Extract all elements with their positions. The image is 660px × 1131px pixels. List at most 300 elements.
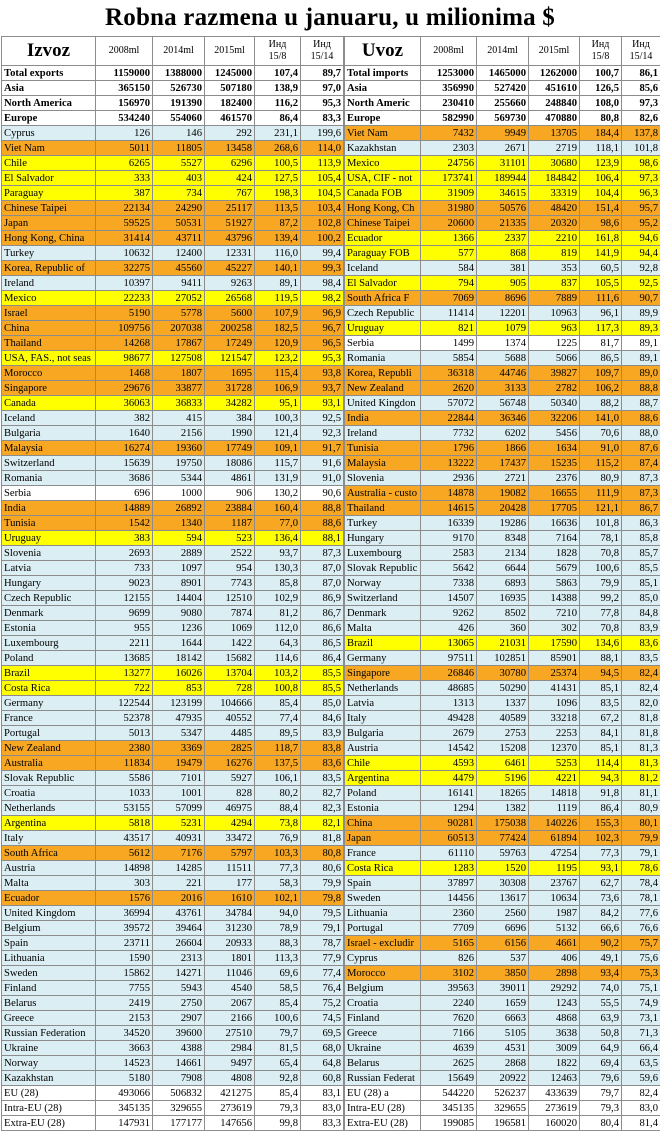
index-15-8: 91,8 bbox=[580, 786, 622, 801]
value-2014: 2016 bbox=[153, 891, 205, 906]
uvoz-row bbox=[345, 381, 660, 396]
country-name: Chile bbox=[345, 756, 421, 771]
izvoz-row bbox=[2, 1116, 344, 1131]
izvoz-row bbox=[2, 441, 344, 456]
value-2014: 2868 bbox=[477, 1056, 529, 1071]
value-2014: 381 bbox=[477, 261, 529, 276]
value-2015: 61894 bbox=[529, 831, 580, 846]
uvoz-row bbox=[345, 651, 660, 666]
value-2014: 16935 bbox=[477, 591, 529, 606]
value-2014: 20922 bbox=[477, 1071, 529, 1086]
value-2008: 826 bbox=[421, 951, 477, 966]
uvoz-row bbox=[345, 366, 660, 381]
index-15-14: 93,1 bbox=[301, 396, 344, 411]
index-15-14: 98,4 bbox=[301, 276, 344, 291]
value-2008: 6265 bbox=[96, 156, 153, 171]
value-2015: 1634 bbox=[529, 441, 580, 456]
value-2014: 9080 bbox=[153, 606, 205, 621]
izvoz-section-label: Izvoz bbox=[2, 37, 96, 66]
value-2014: 4531 bbox=[477, 1041, 529, 1056]
country-name: Costa Rica bbox=[345, 861, 421, 876]
uvoz-section-label: Uvoz bbox=[345, 37, 421, 66]
value-2015: 2898 bbox=[529, 966, 580, 981]
value-2014: 329655 bbox=[477, 1101, 529, 1116]
izvoz-row bbox=[2, 756, 344, 771]
country-name: Cyprus bbox=[2, 126, 96, 141]
index-15-14: 98,6 bbox=[622, 156, 660, 171]
value-2015: 433639 bbox=[529, 1086, 580, 1101]
index-15-8: 86,4 bbox=[255, 111, 301, 126]
country-name: Europe bbox=[2, 111, 96, 126]
value-2015: 507180 bbox=[205, 81, 255, 96]
index-15-8: 86,4 bbox=[580, 801, 622, 816]
index-15-8: 268,6 bbox=[255, 141, 301, 156]
country-name: Lithuania bbox=[2, 951, 96, 966]
uvoz-row bbox=[345, 261, 660, 276]
value-2015: 41431 bbox=[529, 681, 580, 696]
index-15-8: 151,4 bbox=[580, 201, 622, 216]
value-2014: 26892 bbox=[153, 501, 205, 516]
country-name: Russian Federation bbox=[2, 1026, 96, 1041]
value-2014: 43711 bbox=[153, 231, 205, 246]
value-2015: 1243 bbox=[529, 996, 580, 1011]
index-15-14: 78,4 bbox=[622, 876, 660, 891]
izvoz-table bbox=[1, 36, 344, 1131]
uvoz-row bbox=[345, 441, 660, 456]
izvoz-row bbox=[2, 231, 344, 246]
index-15-14: 96,7 bbox=[301, 321, 344, 336]
value-2015: 43796 bbox=[205, 231, 255, 246]
country-name: France bbox=[2, 711, 96, 726]
index-15-8: 117,3 bbox=[580, 321, 622, 336]
index-15-14: 77,9 bbox=[301, 951, 344, 966]
izvoz-col-c2008: 2008ml bbox=[96, 37, 153, 66]
index-15-14: 113,9 bbox=[301, 156, 344, 171]
value-2015: 12370 bbox=[529, 741, 580, 756]
uvoz-row bbox=[345, 981, 660, 996]
value-2008: 36063 bbox=[96, 396, 153, 411]
index-15-14: 81,8 bbox=[622, 711, 660, 726]
index-15-8: 99,8 bbox=[255, 1116, 301, 1131]
izvoz-row bbox=[2, 111, 344, 126]
uvoz-row bbox=[345, 66, 660, 81]
value-2008: 10397 bbox=[96, 276, 153, 291]
index-15-8: 88,2 bbox=[580, 396, 622, 411]
value-2014: 34615 bbox=[477, 186, 529, 201]
value-2014: 329655 bbox=[153, 1101, 205, 1116]
index-15-8: 77,3 bbox=[580, 846, 622, 861]
index-15-14: 97,3 bbox=[622, 96, 660, 111]
izvoz-row bbox=[2, 816, 344, 831]
index-15-14: 59,6 bbox=[622, 1071, 660, 1086]
country-name: Kazakhstan bbox=[345, 141, 421, 156]
index-15-14: 86,7 bbox=[622, 501, 660, 516]
value-2015: 13705 bbox=[529, 126, 580, 141]
index-15-14: 75,6 bbox=[622, 951, 660, 966]
country-name: Ireland bbox=[2, 276, 96, 291]
country-name: El Salvador bbox=[345, 276, 421, 291]
value-2008: 122544 bbox=[96, 696, 153, 711]
index-15-8: 66,6 bbox=[580, 921, 622, 936]
value-2015: 4661 bbox=[529, 936, 580, 951]
izvoz-row bbox=[2, 846, 344, 861]
value-2008: 582990 bbox=[421, 111, 477, 126]
uvoz-row bbox=[345, 801, 660, 816]
value-2015: 18086 bbox=[205, 456, 255, 471]
index-15-8: 184,4 bbox=[580, 126, 622, 141]
value-2008: 584 bbox=[421, 261, 477, 276]
value-2008: 1796 bbox=[421, 441, 477, 456]
country-name: Ukraine bbox=[2, 1041, 96, 1056]
value-2008: 12155 bbox=[96, 591, 153, 606]
uvoz-row bbox=[345, 216, 660, 231]
country-name: Ukraine bbox=[345, 1041, 421, 1056]
index-15-14: 80,8 bbox=[301, 846, 344, 861]
index-15-14: 87,3 bbox=[622, 486, 660, 501]
index-15-14: 99,3 bbox=[301, 261, 344, 276]
value-2008: 1294 bbox=[421, 801, 477, 816]
value-2014: 33877 bbox=[153, 381, 205, 396]
value-2015: 12331 bbox=[205, 246, 255, 261]
izvoz-row bbox=[2, 126, 344, 141]
index-15-8: 102,3 bbox=[580, 831, 622, 846]
value-2008: 13277 bbox=[96, 666, 153, 681]
country-name: Kazakhstan bbox=[2, 1071, 96, 1086]
country-name: Brazil bbox=[345, 636, 421, 651]
uvoz-row bbox=[345, 1026, 660, 1041]
value-2015: 4861 bbox=[205, 471, 255, 486]
index-15-14: 75,1 bbox=[622, 981, 660, 996]
header-line: 15/14 bbox=[310, 51, 334, 62]
index-15-8: 102,9 bbox=[255, 591, 301, 606]
country-name: South Africa F bbox=[345, 291, 421, 306]
index-15-8: 90,2 bbox=[580, 936, 622, 951]
country-name: Belarus bbox=[345, 1056, 421, 1071]
value-2015: 5927 bbox=[205, 771, 255, 786]
value-2008: 577 bbox=[421, 246, 477, 261]
value-2014: 56748 bbox=[477, 396, 529, 411]
index-15-14: 88,8 bbox=[622, 381, 660, 396]
value-2014: 9411 bbox=[153, 276, 205, 291]
value-2015: 12510 bbox=[205, 591, 255, 606]
value-2008: 15649 bbox=[421, 1071, 477, 1086]
index-15-8: 65,4 bbox=[255, 1056, 301, 1071]
izvoz-row bbox=[2, 771, 344, 786]
index-15-8: 115,7 bbox=[255, 456, 301, 471]
izvoz-row bbox=[2, 711, 344, 726]
country-name: Chinese Taipei bbox=[345, 216, 421, 231]
value-2008: 31414 bbox=[96, 231, 153, 246]
izvoz-row bbox=[2, 1041, 344, 1056]
izvoz-row bbox=[2, 141, 344, 156]
value-2014: 6696 bbox=[477, 921, 529, 936]
value-2014: 18142 bbox=[153, 651, 205, 666]
page-title: Robna razmena u januaru, u milionima $ bbox=[104, 4, 555, 31]
value-2015: 200258 bbox=[205, 321, 255, 336]
value-2008: 7432 bbox=[421, 126, 477, 141]
value-2014: 21031 bbox=[477, 636, 529, 651]
uvoz-row bbox=[345, 966, 660, 981]
index-15-8: 160,4 bbox=[255, 501, 301, 516]
uvoz-row bbox=[345, 786, 660, 801]
index-15-14: 80,1 bbox=[622, 816, 660, 831]
index-15-14: 92,3 bbox=[301, 426, 344, 441]
index-15-14: 83,0 bbox=[301, 1101, 344, 1116]
value-2008: 22134 bbox=[96, 201, 153, 216]
index-15-14: 78,6 bbox=[622, 861, 660, 876]
value-2015: 4221 bbox=[529, 771, 580, 786]
country-name: Switzerland bbox=[2, 456, 96, 471]
value-2015: 7874 bbox=[205, 606, 255, 621]
izvoz-row bbox=[2, 1011, 344, 1026]
value-2008: 2936 bbox=[421, 471, 477, 486]
country-name: Netherlands bbox=[2, 801, 96, 816]
value-2015: 20933 bbox=[205, 936, 255, 951]
uvoz-row bbox=[345, 891, 660, 906]
value-2008: 13685 bbox=[96, 651, 153, 666]
index-15-14: 87,3 bbox=[622, 471, 660, 486]
uvoz-row bbox=[345, 546, 660, 561]
value-2008: 3663 bbox=[96, 1041, 153, 1056]
index-15-14: 91,6 bbox=[301, 456, 344, 471]
value-2015: 17590 bbox=[529, 636, 580, 651]
value-2008: 14615 bbox=[421, 501, 477, 516]
value-2014: 2750 bbox=[153, 996, 205, 1011]
value-2008: 534240 bbox=[96, 111, 153, 126]
uvoz-row bbox=[345, 906, 660, 921]
value-2008: 61110 bbox=[421, 846, 477, 861]
value-2014: 506832 bbox=[153, 1086, 205, 1101]
value-2015: 177 bbox=[205, 876, 255, 891]
index-15-14: 85,5 bbox=[622, 561, 660, 576]
index-15-14: 97,3 bbox=[622, 171, 660, 186]
index-15-8: 80,9 bbox=[580, 471, 622, 486]
value-2014: 415 bbox=[153, 411, 205, 426]
izvoz-row bbox=[2, 696, 344, 711]
country-name: Mexico bbox=[2, 291, 96, 306]
index-15-14: 71,3 bbox=[622, 1026, 660, 1041]
country-name: Iceland bbox=[345, 261, 421, 276]
uvoz-row bbox=[345, 741, 660, 756]
value-2014: 11805 bbox=[153, 141, 205, 156]
country-name: Turkey bbox=[345, 516, 421, 531]
uvoz-row bbox=[345, 876, 660, 891]
value-2015: 16636 bbox=[529, 516, 580, 531]
value-2014: 19286 bbox=[477, 516, 529, 531]
index-15-8: 161,8 bbox=[580, 231, 622, 246]
value-2008: 2153 bbox=[96, 1011, 153, 1026]
value-2014: 59763 bbox=[477, 846, 529, 861]
index-15-14: 74,5 bbox=[301, 1011, 344, 1026]
value-2015: 4868 bbox=[529, 1011, 580, 1026]
value-2008: 5586 bbox=[96, 771, 153, 786]
value-2015: 302 bbox=[529, 621, 580, 636]
index-15-14: 85,8 bbox=[622, 531, 660, 546]
index-15-14: 94,4 bbox=[622, 246, 660, 261]
value-2015: 23884 bbox=[205, 501, 255, 516]
uvoz-row bbox=[345, 696, 660, 711]
uvoz-row bbox=[345, 711, 660, 726]
country-name: Viet Nam bbox=[2, 141, 96, 156]
value-2015: 5679 bbox=[529, 561, 580, 576]
index-15-14: 98,2 bbox=[301, 291, 344, 306]
value-2014: 403 bbox=[153, 171, 205, 186]
index-15-8: 116,0 bbox=[255, 246, 301, 261]
country-name: Argentina bbox=[345, 771, 421, 786]
index-15-8: 89,5 bbox=[255, 726, 301, 741]
uvoz-row bbox=[345, 831, 660, 846]
index-15-8: 114,6 bbox=[255, 651, 301, 666]
value-2008: 2679 bbox=[421, 726, 477, 741]
value-2015: 20320 bbox=[529, 216, 580, 231]
index-15-8: 137,5 bbox=[255, 756, 301, 771]
value-2014: 19082 bbox=[477, 486, 529, 501]
value-2014: 527420 bbox=[477, 81, 529, 96]
izvoz-row bbox=[2, 366, 344, 381]
value-2008: 1499 bbox=[421, 336, 477, 351]
value-2014: 1097 bbox=[153, 561, 205, 576]
value-2015: 11511 bbox=[205, 861, 255, 876]
value-2015: 2253 bbox=[529, 726, 580, 741]
izvoz-row bbox=[2, 456, 344, 471]
value-2015: 906 bbox=[205, 486, 255, 501]
index-15-8: 50,8 bbox=[580, 1026, 622, 1041]
index-15-8: 113,3 bbox=[255, 951, 301, 966]
uvoz-row bbox=[345, 426, 660, 441]
index-15-14: 104,5 bbox=[301, 186, 344, 201]
value-2008: 24756 bbox=[421, 156, 477, 171]
izvoz-row bbox=[2, 351, 344, 366]
izvoz-row bbox=[2, 501, 344, 516]
value-2008: 16339 bbox=[421, 516, 477, 531]
value-2015: 10634 bbox=[529, 891, 580, 906]
value-2008: 2240 bbox=[421, 996, 477, 1011]
index-15-8: 85,4 bbox=[255, 696, 301, 711]
izvoz-row bbox=[2, 666, 344, 681]
country-name: Slovenia bbox=[345, 471, 421, 486]
country-name: Slovak Republic bbox=[2, 771, 96, 786]
uvoz-row bbox=[345, 1041, 660, 1056]
value-2014: 3850 bbox=[477, 966, 529, 981]
izvoz-row bbox=[2, 921, 344, 936]
index-15-8: 85,4 bbox=[255, 1086, 301, 1101]
value-2008: 13222 bbox=[421, 456, 477, 471]
country-name: Uruguay bbox=[345, 321, 421, 336]
value-2014: 12400 bbox=[153, 246, 205, 261]
value-2008: 7732 bbox=[421, 426, 477, 441]
country-name: Spain bbox=[345, 876, 421, 891]
index-15-14: 199,6 bbox=[301, 126, 344, 141]
value-2014: 50290 bbox=[477, 681, 529, 696]
value-2008: 11834 bbox=[96, 756, 153, 771]
uvoz-col-c2014: 2014ml bbox=[477, 37, 529, 66]
value-2014: 24290 bbox=[153, 201, 205, 216]
value-2014: 569730 bbox=[477, 111, 529, 126]
value-2015: 1262000 bbox=[529, 66, 580, 81]
value-2014: 6461 bbox=[477, 756, 529, 771]
value-2014: 30780 bbox=[477, 666, 529, 681]
index-15-8: 55,5 bbox=[580, 996, 622, 1011]
index-15-14: 90,6 bbox=[301, 486, 344, 501]
index-15-8: 77,4 bbox=[255, 711, 301, 726]
value-2015: 1801 bbox=[205, 951, 255, 966]
index-15-14: 87,4 bbox=[622, 456, 660, 471]
country-name: North America bbox=[2, 96, 96, 111]
value-2015: 12463 bbox=[529, 1071, 580, 1086]
value-2014: 3133 bbox=[477, 381, 529, 396]
index-15-14: 102,8 bbox=[301, 216, 344, 231]
value-2008: 955 bbox=[96, 621, 153, 636]
value-2008: 1576 bbox=[96, 891, 153, 906]
index-15-8: 198,3 bbox=[255, 186, 301, 201]
country-name: Hong Kong, China bbox=[2, 231, 96, 246]
country-name: Serbia bbox=[2, 486, 96, 501]
value-2015: 406 bbox=[529, 951, 580, 966]
value-2014: 50576 bbox=[477, 201, 529, 216]
value-2015: 15682 bbox=[205, 651, 255, 666]
index-15-14: 92,8 bbox=[622, 261, 660, 276]
izvoz-row bbox=[2, 681, 344, 696]
value-2015: 39827 bbox=[529, 366, 580, 381]
value-2015: 1610 bbox=[205, 891, 255, 906]
index-15-14: 86,1 bbox=[622, 66, 660, 81]
index-15-14: 81,3 bbox=[622, 756, 660, 771]
country-name: Israel bbox=[2, 306, 96, 321]
uvoz-row bbox=[345, 246, 660, 261]
value-2014: 43761 bbox=[153, 906, 205, 921]
index-15-8: 80,4 bbox=[580, 1116, 622, 1131]
value-2008: 15639 bbox=[96, 456, 153, 471]
country-name: Finland bbox=[2, 981, 96, 996]
value-2015: 51927 bbox=[205, 216, 255, 231]
value-2008: 23711 bbox=[96, 936, 153, 951]
value-2015: 1119 bbox=[529, 801, 580, 816]
index-15-8: 85,1 bbox=[580, 681, 622, 696]
index-15-14: 85,5 bbox=[301, 681, 344, 696]
index-15-8: 74,0 bbox=[580, 981, 622, 996]
index-15-14: 96,5 bbox=[301, 336, 344, 351]
izvoz-row bbox=[2, 1101, 344, 1116]
index-15-14: 82,4 bbox=[622, 1086, 660, 1101]
index-15-8: 85,1 bbox=[580, 741, 622, 756]
index-15-8: 81,5 bbox=[255, 1041, 301, 1056]
country-name: Viet Nam bbox=[345, 126, 421, 141]
value-2014: 1079 bbox=[477, 321, 529, 336]
country-name: Brazil bbox=[2, 666, 96, 681]
country-name: Slovak Republic bbox=[345, 561, 421, 576]
country-name: Chinese Taipei bbox=[2, 201, 96, 216]
uvoz-row bbox=[345, 276, 660, 291]
country-name: Malta bbox=[2, 876, 96, 891]
value-2008: 31909 bbox=[421, 186, 477, 201]
index-15-14: 83,0 bbox=[622, 1101, 660, 1116]
country-name: Hungary bbox=[2, 576, 96, 591]
value-2014: 196581 bbox=[477, 1116, 529, 1131]
value-2008: 16141 bbox=[421, 786, 477, 801]
index-15-14: 83,1 bbox=[301, 1086, 344, 1101]
value-2008: 13065 bbox=[421, 636, 477, 651]
value-2015: 85901 bbox=[529, 651, 580, 666]
value-2015: 40552 bbox=[205, 711, 255, 726]
index-15-8: 96,1 bbox=[580, 306, 622, 321]
value-2015: 25374 bbox=[529, 666, 580, 681]
index-15-14: 68,0 bbox=[301, 1041, 344, 1056]
country-name: Korea, Republic of bbox=[2, 261, 96, 276]
uvoz-row bbox=[345, 921, 660, 936]
izvoz-row bbox=[2, 891, 344, 906]
izvoz-row bbox=[2, 801, 344, 816]
country-name: Belgium bbox=[2, 921, 96, 936]
